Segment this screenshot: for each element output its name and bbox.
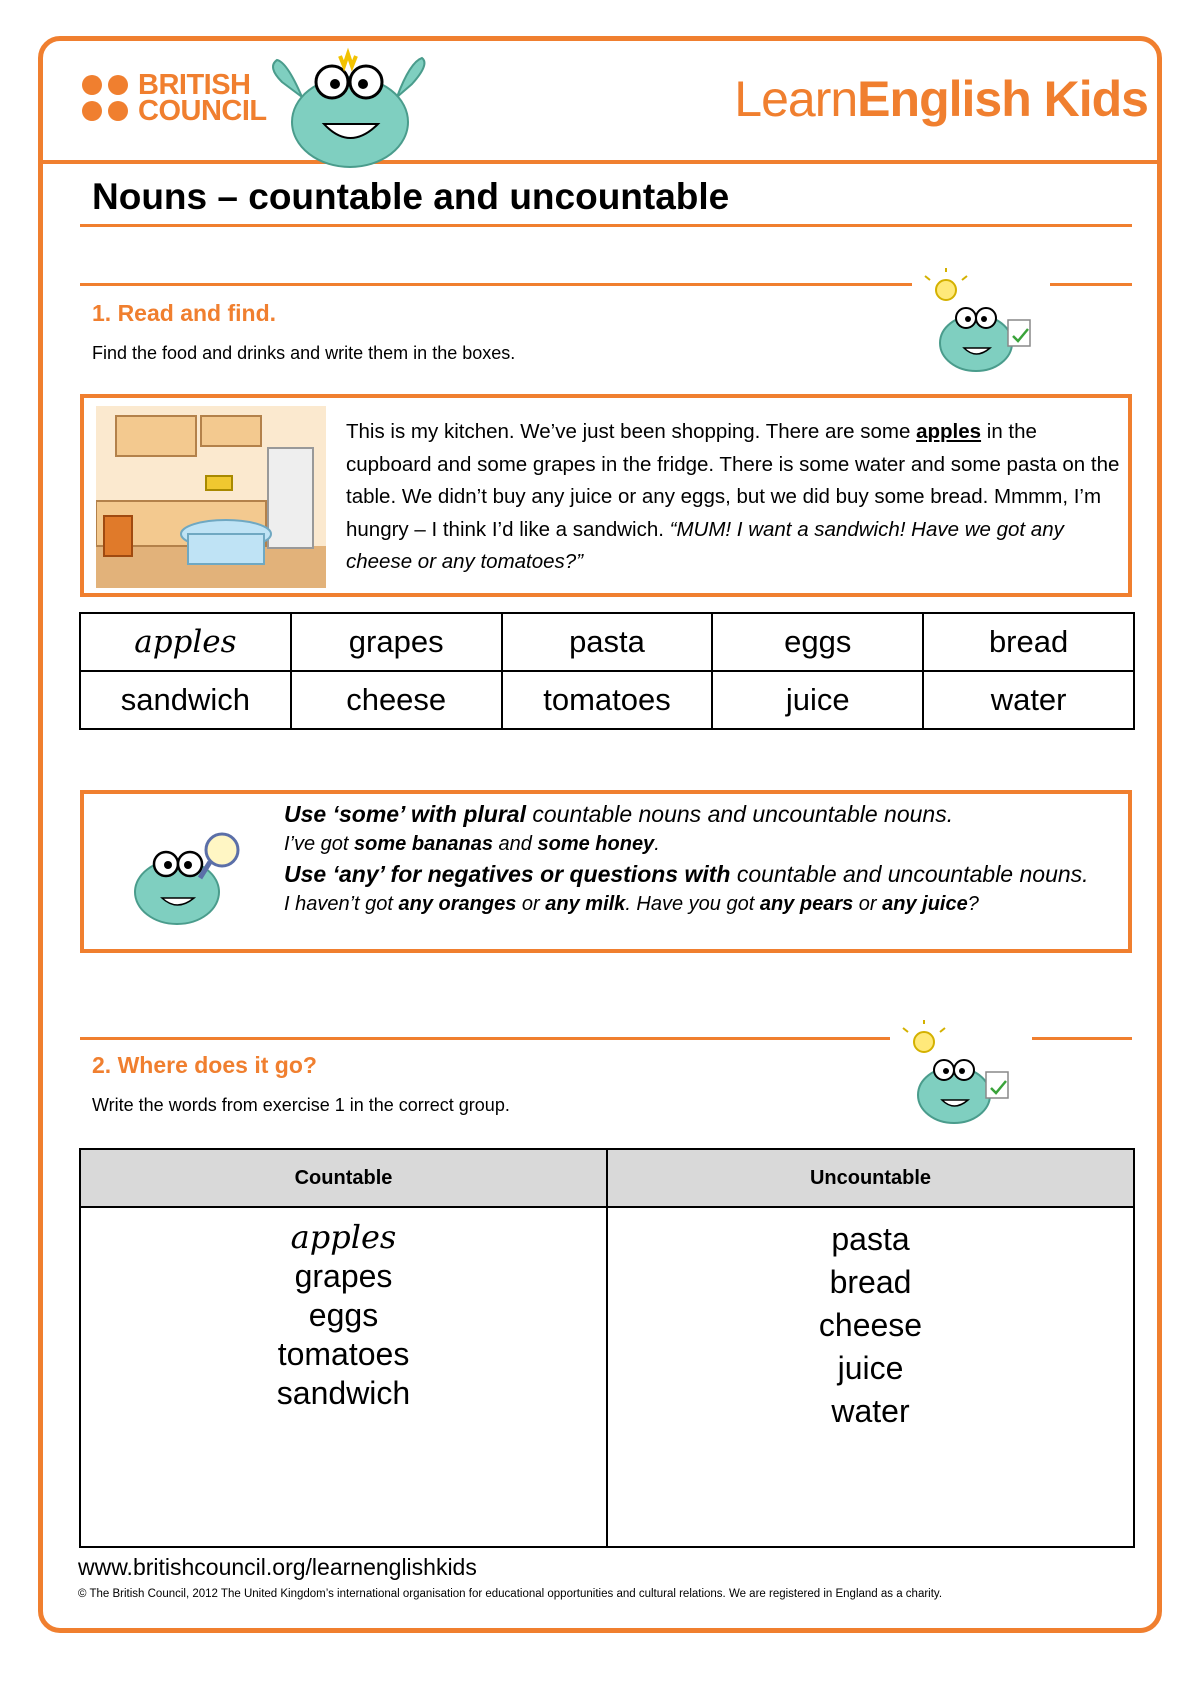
countable-word: apples: [290, 1218, 397, 1256]
header-divider: [38, 160, 1162, 164]
org-line-1: BRITISH: [138, 69, 251, 101]
page-title: Nouns – countable and uncountable: [92, 176, 730, 217]
answer-cell[interactable]: apples: [80, 613, 291, 671]
rule-ex2-bold: any oranges: [398, 893, 517, 915]
rule-some-text: countable nouns and uncountable nouns.: [525, 801, 954, 827]
learnenglish-kids-logo: [734, 70, 1148, 128]
uncountable-word: bread: [829, 1264, 912, 1300]
rule-ex1-part: I’ve got: [284, 833, 355, 855]
uncountable-cell[interactable]: [607, 1207, 1134, 1547]
kitchen-illustration-icon: [96, 406, 326, 588]
uncountable-word: water: [831, 1393, 910, 1429]
mascot-idea-icon: [918, 268, 1038, 378]
british-council-logo: [82, 69, 267, 127]
brand-kids: Kids: [1030, 71, 1148, 127]
rule-ex1-bold: some honey: [537, 833, 655, 855]
answer-cell[interactable]: bread: [923, 613, 1134, 671]
section1-rule-left: [80, 283, 912, 286]
countable-word: eggs: [308, 1297, 379, 1333]
rule-ex2-bold: any juice: [882, 893, 968, 915]
story-part-2: in the cupboard and some grapes in the fridge. There is some water and some pasta on the table. We didn’t buy any juice or any eggs, but we did buy some bread. Mmmm, I’m hungry – I think I’d like a sandwich.: [346, 420, 1120, 541]
groups-table: [79, 1148, 1135, 1548]
british-council-dots-icon: [82, 75, 128, 121]
mascot-header-icon: [262, 42, 442, 172]
rule-ex1-bold: some bananas: [354, 833, 493, 855]
section1-rule-right: [1050, 283, 1132, 286]
rule-ex1-part: .: [654, 833, 660, 855]
uncountable-word: pasta: [831, 1221, 910, 1257]
grammar-rule-box: [80, 790, 1132, 953]
section2-heading: 2. Where does it go?: [92, 1052, 317, 1078]
countable-cell[interactable]: [80, 1207, 607, 1547]
countable-word: tomatoes: [277, 1336, 410, 1372]
rule-some-heading: Use ‘some’ with plural: [284, 801, 526, 827]
rule-ex1-part: and: [493, 833, 538, 855]
rule-any-text: countable and uncountable nouns.: [730, 861, 1089, 887]
section2-instruction: Write the words from exercise 1 in the correct group.: [92, 1095, 510, 1115]
brand-light: Learn: [734, 71, 858, 127]
mascot-idea-icon: [896, 1020, 1016, 1130]
countable-word: sandwich: [276, 1375, 411, 1411]
rule-ex2-part: . Have you got: [625, 893, 760, 915]
org-line-2: COUNCIL: [138, 95, 267, 127]
answer-cell[interactable]: tomatoes: [502, 671, 713, 729]
title-underline: [80, 224, 1132, 227]
mascot-magnifier-icon: [122, 822, 252, 932]
uncountable-word: cheese: [818, 1307, 923, 1343]
countable-word: grapes: [294, 1258, 393, 1294]
section1-heading: 1. Read and find.: [92, 300, 277, 326]
story-box: [80, 394, 1132, 597]
rule-ex2-bold: any pears: [759, 893, 854, 915]
answers-row-1: [80, 613, 1134, 671]
countable-header: Countable: [80, 1149, 607, 1207]
story-quote: “MUM! I want a sandwich! Have we got any cheese or any tomatoes?”: [346, 517, 1064, 573]
section1-instruction: Find the food and drinks and write them in the boxes.: [92, 343, 516, 363]
rule-ex2-bold: any milk: [545, 893, 626, 915]
uncountable-header: Uncountable: [607, 1149, 1134, 1207]
story-part-1: This is my kitchen. We’ve just been shopping. There are some: [346, 420, 917, 443]
answer-cell[interactable]: cheese: [291, 671, 502, 729]
footer-url[interactable]: www.britishcouncil.org/learnenglishkids: [78, 1554, 477, 1580]
story-apples-underlined: apples: [916, 420, 982, 443]
answer-cell[interactable]: sandwich: [80, 671, 291, 729]
rule-ex2-part: ?: [967, 893, 979, 915]
section2-rule-left: [80, 1037, 890, 1040]
uncountable-word: juice: [837, 1350, 904, 1386]
section2-rule-right: [1032, 1037, 1132, 1040]
answer-cell[interactable]: water: [923, 671, 1134, 729]
answer-cell[interactable]: pasta: [502, 613, 713, 671]
footer-copyright: © The British Council, 2012 The United Kingdom’s international organisation for educational opportunities and cultural relations. We are registered in England as a charity.: [78, 1588, 943, 1600]
brand-bold: English: [857, 71, 1031, 127]
rule-ex2-part: I haven’t got: [284, 893, 399, 915]
answers-table: [79, 612, 1135, 730]
rule-ex2-part: or: [853, 893, 883, 915]
answer-cell[interactable]: eggs: [712, 613, 923, 671]
answers-row-2: [80, 671, 1134, 729]
story-text: [346, 416, 1121, 579]
rule-any-heading: Use ‘any’ for negatives or questions with: [284, 861, 731, 887]
rule-ex2-part: or: [516, 893, 546, 915]
answer-cell[interactable]: juice: [712, 671, 923, 729]
answer-cell[interactable]: grapes: [291, 613, 502, 671]
